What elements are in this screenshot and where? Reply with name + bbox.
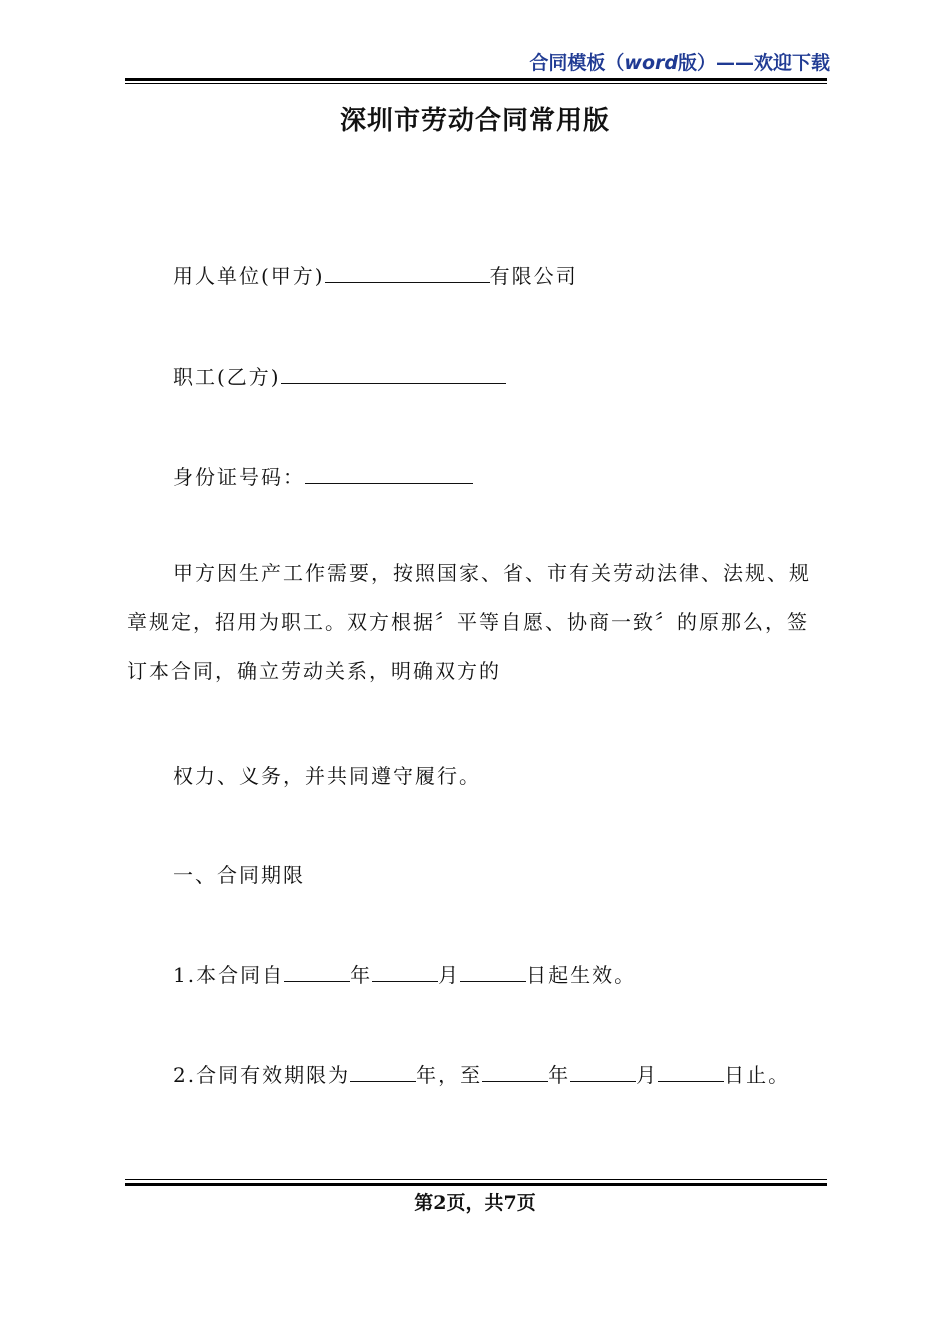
item2-duration-blank [350,1061,416,1082]
employer-suffix: 有限公司 [489,264,578,288]
footer-rule-thick [125,1183,827,1186]
employer-line [173,260,578,289]
item2-year2: 年 [548,1063,571,1087]
item1-year-blank [284,961,350,982]
header-word: word [624,52,678,74]
item1-prefix: 1.本合同自 [173,963,285,987]
document-title: 深圳市劳动合同常用版 [339,106,610,136]
employer-blank [325,262,490,283]
item2-end-month-blank [570,1061,636,1082]
item2-month: 月 [636,1063,659,1087]
header-suffix: 版）——欢迎下载 [677,52,830,74]
employer-label: 用人单位(甲方) [173,264,325,288]
header-prefix: 合同模板（ [529,52,625,74]
item1-day-blank [460,961,526,982]
item2-prefix: 2.合同有效期限为 [173,1063,351,1087]
intro-continuation: 权力、义务，并共同遵守履行。 [173,764,481,788]
item2-suffix: 日止。 [724,1063,791,1087]
intro-paragraph: 甲方因生产工作需要，按照国家、省、市有关劳动法律、法规、规章规定，招用为职工。双方根据〞平等自愿、协商一致〞的原那么，签订本合同，确立劳动关系，明确双方的 [127,561,811,683]
item2-end-year-blank [482,1061,548,1082]
employee-label: 职工(乙方) [173,365,281,389]
id-line [173,461,473,490]
item1-year: 年 [350,963,373,987]
header-rule-thick [125,78,827,81]
employee-line [173,361,506,390]
term-item-1 [173,959,636,988]
id-blank [305,463,473,484]
item2-end-day-blank [658,1061,724,1082]
item1-month-blank [372,961,438,982]
id-label: 身份证号码： [173,465,305,489]
item2-year1: 年，至 [416,1063,483,1087]
item1-month: 月 [438,963,461,987]
item1-suffix: 日起生效。 [526,963,637,987]
header-rule-thin [125,83,827,84]
employee-blank [281,363,506,384]
section-heading: 一、合同期限 [173,863,305,887]
page-number: 第2页，共7页 [414,1192,536,1214]
footer-rule-thin [125,1179,827,1180]
term-item-2 [173,1059,790,1088]
document-header [529,48,830,75]
